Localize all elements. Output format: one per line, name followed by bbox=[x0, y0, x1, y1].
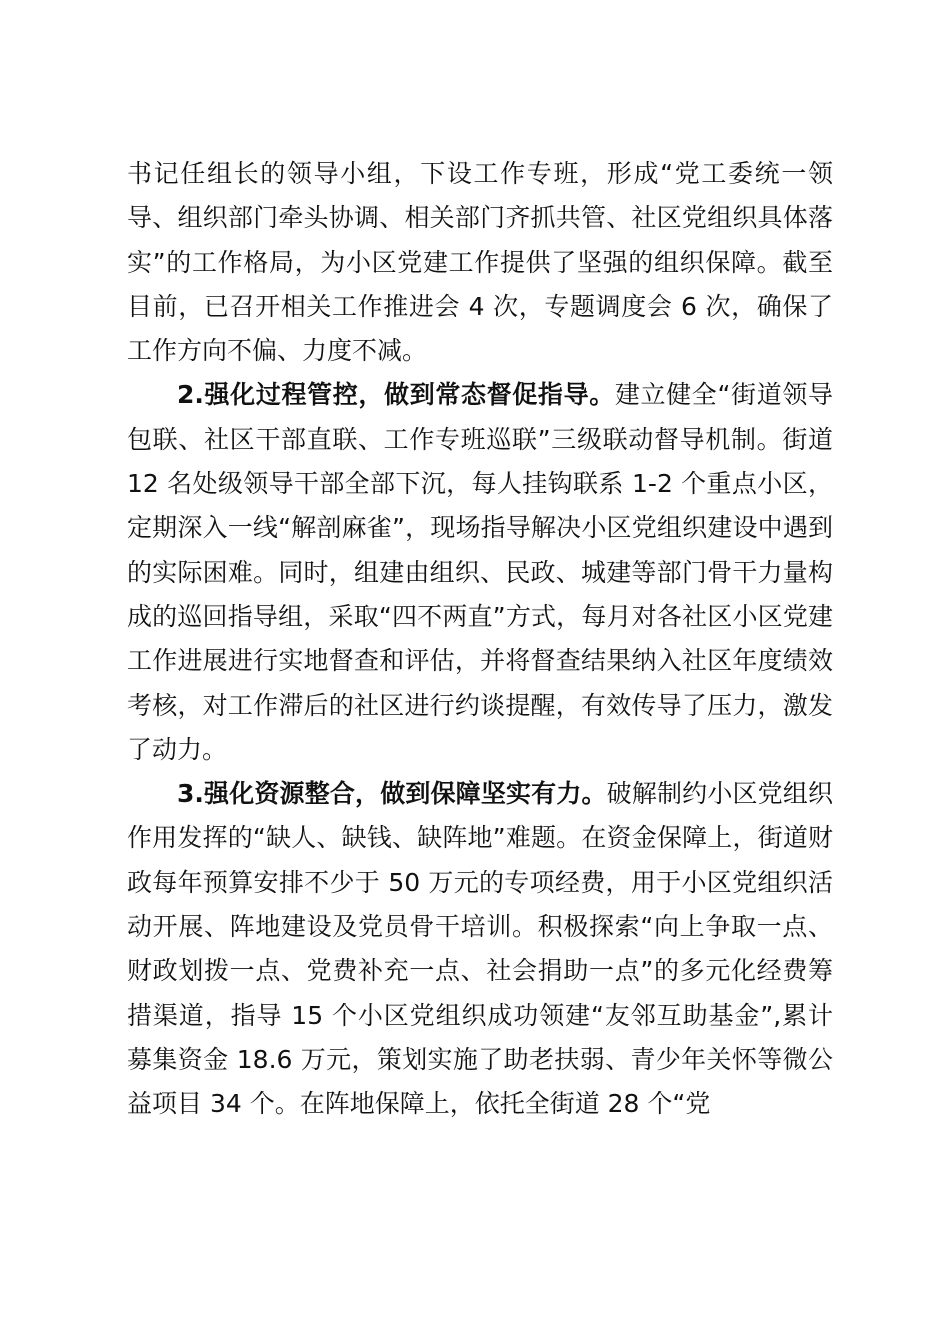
paragraph-heading: 3.强化资源整合，做到保障坚实有力。 bbox=[177, 779, 607, 809]
paragraph-resource-integration bbox=[127, 772, 833, 1126]
paragraph-body: 书记任组长的领导小组，下设工作专班，形成“党工委统一领导、组织部门牵头协调、相关部门齐抓共管、社区党组织具体落实”的工作格局，为小区党建工作提供了坚强的组织保障。截至目前，已召开相关工作推进会 4 次，专题调度会 6 次，确保了工作方向不偏、力度不减。 bbox=[127, 159, 833, 366]
document-body bbox=[127, 152, 833, 1127]
paragraph-process-control bbox=[127, 373, 833, 772]
paragraph-body: 破解制约小区党组织作用发挥的“缺人、缺钱、缺阵地”难题。在资金保障上，街道财政每年预算安排不少于 50 万元的专项经费，用于小区党组织活动开展、阵地建设及党员骨干培训。积极探索“向上争取一点、财政划拨一点、党费补充一点、社会捐助一点”的多元化经费筹措渠道，指导 15 个小区党组织成功领建“友邻互助基金”,累计募集资金 18.6 万元，策划实施了助老扶弱、青少年关怀等微公益项目 34 个。在阵地保障上，依托全街道 28 个“党 bbox=[127, 779, 833, 1119]
paragraph-heading: 2.强化过程管控，做到常态督促指导。 bbox=[177, 380, 615, 410]
paragraph-body: 建立健全“街道领导包联、社区干部直联、工作专班巡联”三级联动督导机制。街道 12 名处级领导干部全部下沉，每人挂钩联系 1-2 个重点小区，定期深入一线“解剖麻雀”，现场指导解决小区党组织建设中遇到的实际困难。同时，组建由组织、民政、城建等部门骨干力量构成的巡回指导组，采取“四不两直”方式，每月对各社区小区党建工作进展进行实地督查和评估，并将督查结果纳入社区年度绩效考核，对工作滞后的社区进行约谈提醒，有效传导了压力，激发了动力。 bbox=[127, 380, 833, 764]
paragraph-continuation bbox=[127, 152, 833, 373]
